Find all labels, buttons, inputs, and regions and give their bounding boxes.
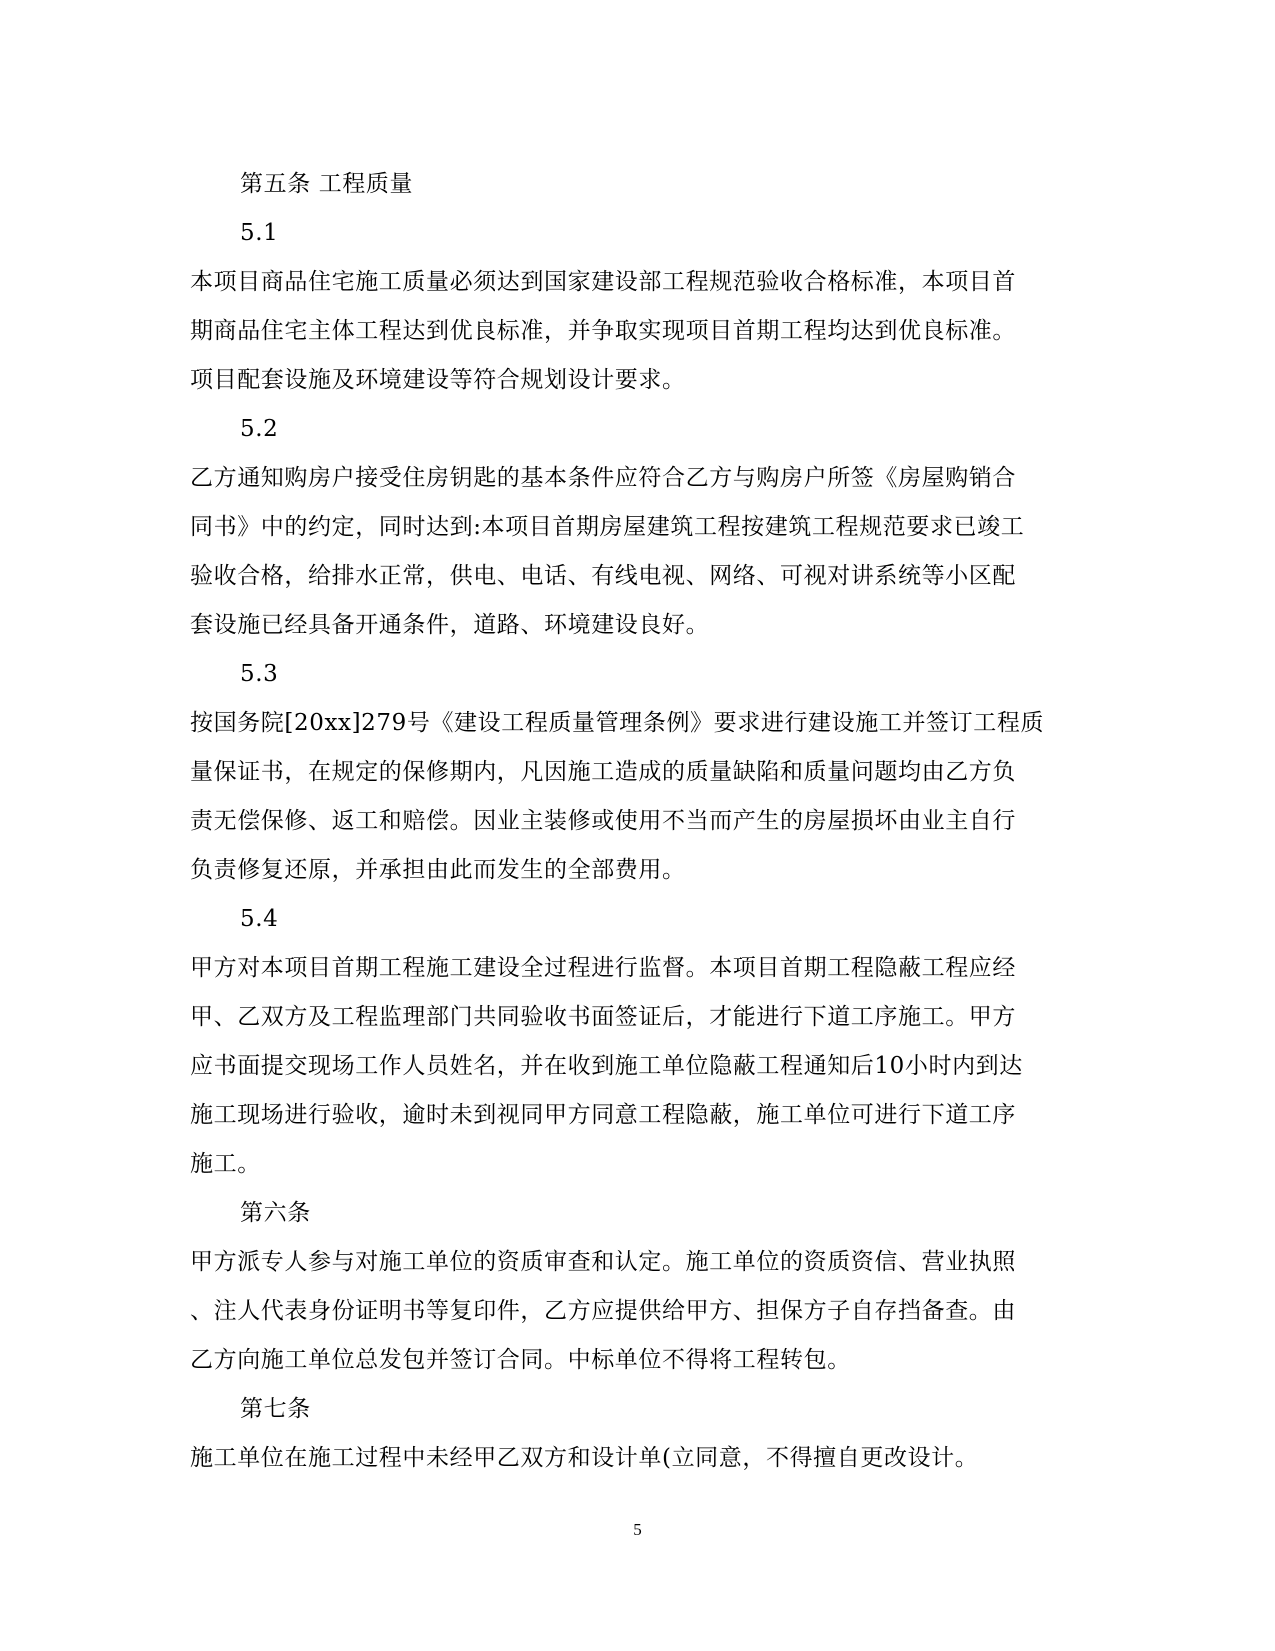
text-line: 验收合格，给排水正常，供电、电话、有线电视、网络、可视对讲系统等小区配 [190,563,1016,589]
clause-number-5-1: 5.1 [240,220,279,246]
text-line: 应书面提交现场工作人员姓名，并在收到施工单位隐蔽工程通知后10小时内到达 [190,1053,1023,1079]
text-line: 负责修复还原，并承担由此而发生的全部费用。 [190,857,686,883]
section-heading-7: 第七条 [240,1396,311,1422]
text-line: 本项目商品住宅施工质量必须达到国家建设部工程规范验收合格标准，本项目首 [190,269,1016,295]
text-line: 期商品住宅主体工程达到优良标准，并争取实现项目首期工程均达到优良标准。 [190,318,1016,344]
text-line: 乙方向施工单位总发包并签订合同。中标单位不得将工程转包。 [190,1347,851,1373]
text-line: 甲、乙双方及工程监理部门共同验收书面签证后，才能进行下道工序施工。甲方 [190,1004,1016,1030]
text-line: 套设施已经具备开通条件，道路、环境建设良好。 [190,612,710,638]
text-line: 项目配套设施及环境建设等符合规划设计要求。 [190,367,686,393]
clause-number-5-2: 5.2 [240,416,279,442]
text-line: 施工单位在施工过程中未经甲乙双方和设计单(立同意，不得擅自更改设计。 [190,1445,979,1471]
text-line: 乙方通知购房户接受住房钥匙的基本条件应符合乙方与购房户所签《房屋购销合 [190,465,1016,491]
document-body [190,160,1080,1483]
clause-number-5-4: 5.4 [240,906,279,932]
text-line: 量保证书，在规定的保修期内，凡因施工造成的质量缺陷和质量问题均由乙方负 [190,759,1016,785]
clause-number-5-3: 5.3 [240,661,279,687]
page-number: 5 [633,1520,642,1539]
section-heading-6: 第六条 [240,1200,311,1226]
text-line: 甲方对本项目首期工程施工建设全过程进行监督。本项目首期工程隐蔽工程应经 [190,955,1016,981]
text-line: 同书》中的约定，同时达到:本项目首期房屋建筑工程按建筑工程规范要求已竣工 [190,514,1025,540]
text-line: 甲方派专人参与对施工单位的资质审查和认定。施工单位的资质资信、营业执照 [190,1249,1016,1275]
text-line: 责无偿保修、返工和赔偿。因业主装修或使用不当而产生的房屋损坏由业主自行 [190,808,1016,834]
text-line: 施工现场进行验收，逾时未到视同甲方同意工程隐蔽，施工单位可进行下道工序 [190,1102,1016,1128]
text-line: 施工。 [190,1151,261,1177]
section-heading-5: 第五条 工程质量 [240,171,414,197]
text-line: 按国务院[20xx]279号《建设工程质量管理条例》要求进行建设施工并签订工程质 [190,710,1045,736]
text-line: 、注人代表身份证明书等复印件，乙方应提供给甲方、担保方子自存挡备查。由 [190,1298,1016,1324]
